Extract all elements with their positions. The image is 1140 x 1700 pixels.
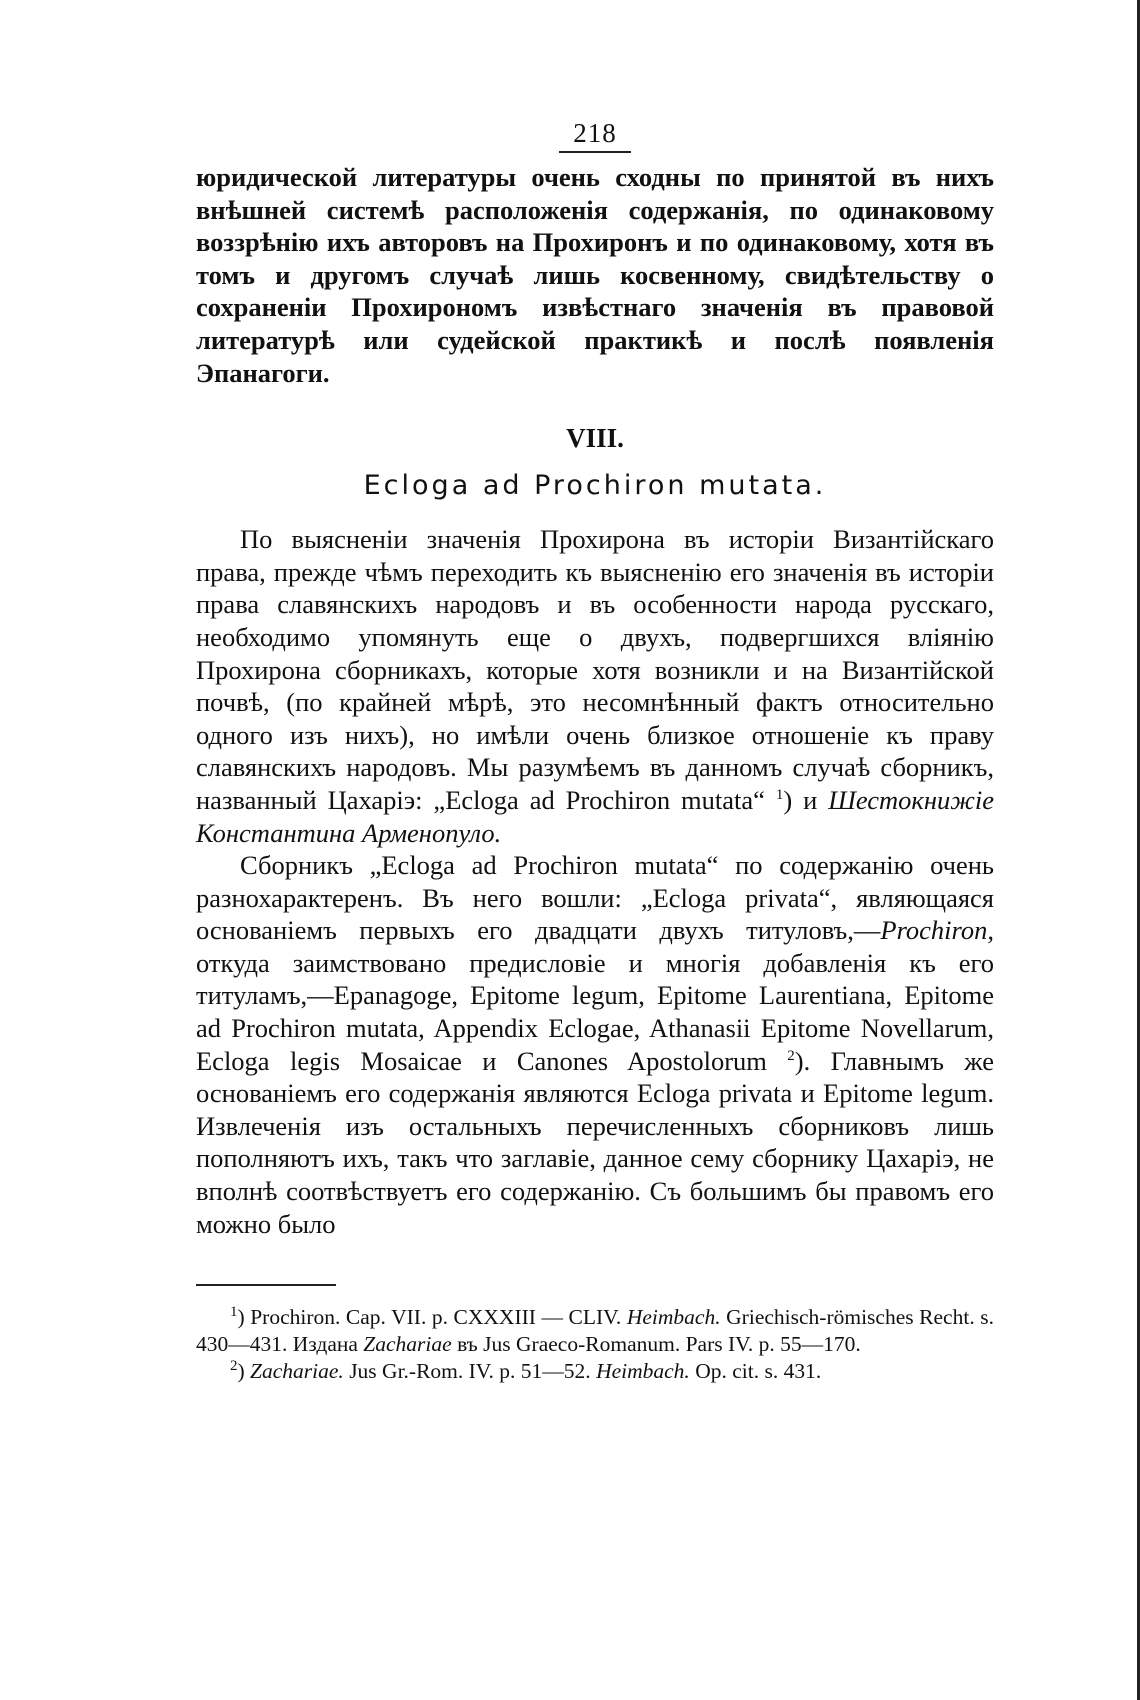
section-number: VIII. — [566, 423, 624, 454]
paragraph-2-text-a: Сборникъ „Ecloga ad Prochiron mutata“ по содержанію очень разнохарактеренъ. Въ него вошли: „Ecloga privata“, являющаяся основаніемъ первыхъ его двадцати двухъ титуловъ,— — [196, 850, 994, 946]
book-page — [196, 118, 994, 1385]
paragraph-2-text-b: откуда заимствовано предисловіе и многія добавленія къ его титуламъ,—Epanagoge, Epitome legum, Epitome Laurentiana, Epitome ad Prochiron mutata, Appendix Eclogae, Athanasii Epitome Novellarum, Ecloga legis Mosaicae и Canones Apostolorum — [196, 947, 994, 1076]
footnote-marker-1: 1 — [230, 1304, 238, 1321]
footnote-1-text-a: ) Prochiron. Cap. VII. p. CXXXIII — CLIV. — [237, 1305, 627, 1330]
footnote-2-text-b: Jus Gr.-Rom. IV. p. 51—52. — [343, 1359, 597, 1384]
paragraph-1-connector: ) и — [783, 784, 818, 815]
footnote-2-text-c: Op. cit. s. 431. — [689, 1359, 822, 1384]
footnote-divider — [196, 1284, 336, 1286]
section-title: Ecloga ad Prochiron mutata. — [363, 470, 827, 502]
paragraph-2-italic: Prochiron, — [880, 915, 994, 946]
paragraph-1 — [196, 523, 994, 849]
paragraph-1-text: По выясненіи значенія Прохирона въ исторіи Византійскаго права, прежде чѣмъ переходить къ выясненію его значенія въ исторіи права славянскихъ народовъ и въ особенности народа русскаго, необходимо упомянуть еще о двухъ, подвергшихся вліянію Прохирона сборникахъ, которые хотя возникли и на Византійской почвѣ, (по крайней мѣрѣ, это несомнѣнный фактъ относительно одного изъ нихъ), но имѣли очень близкое отношеніе къ праву славянскихъ народовъ. Мы разумѣемъ въ данномъ случаѣ сборникъ, названный Цахаріэ: „Ecloga ad Prochiron mutata“ — [196, 524, 994, 815]
footnote-2-italic-a: Zachariae. — [250, 1359, 344, 1384]
opening-paragraph: юридической литературы очень сходны по принятой въ нихъ внѣшней системѣ расположенія содержанія, по одинаковому воззрѣнію ихъ авторовъ на Прохиронъ и по одинаковому, хотя въ томъ и другомъ случаѣ лишь косвенному, свидѣтельству о сохраненіи Прохирономъ извѣстнаго значенія въ правовой литературѣ или судейской практикѣ и послѣ появленія Эпанагоги. — [196, 162, 994, 388]
footnote-2-italic-b: Heimbach. — [596, 1359, 690, 1384]
footnote-1 — [196, 1304, 994, 1358]
footnote-ref-1[interactable]: 1 — [775, 787, 784, 804]
footnote-ref-2[interactable]: 2 — [787, 1047, 795, 1064]
footnote-1-italic-b: Zachariae — [363, 1332, 452, 1357]
footnote-1-text-c: въ Jus Graeco-Romanum. Pars IV. p. 55—170. — [451, 1332, 861, 1357]
paragraph-2-text-c: ). Главнымъ же основаніемъ его содержанія являются Ecloga privata и Epitome legum. Извлеченія изъ остальныхъ перечисленныхъ сборниковъ лишь пополняютъ ихъ, такъ что заглавіе, данное сему сборнику Цахаріэ, не вполнѣ соотвѣствуетъ его содержанію. Съ большимъ бы правомъ его можно было — [196, 1045, 994, 1239]
footnote-2 — [196, 1358, 994, 1385]
footnote-1-italic-a: Heimbach. — [626, 1305, 721, 1330]
page-number: 218 — [196, 118, 994, 153]
footnote-marker-2: 2 — [230, 1358, 238, 1375]
paragraph-2 — [196, 849, 994, 1240]
paragraph-1-italic-title: Шестокнижіе Константина Арменопуло. — [196, 784, 994, 848]
footnote-1-text-b: Griechisch-römisches Recht. s. 430—431. Издана — [196, 1305, 994, 1357]
footnotes — [196, 1304, 994, 1385]
footnote-2-text-a: ) — [237, 1359, 251, 1384]
